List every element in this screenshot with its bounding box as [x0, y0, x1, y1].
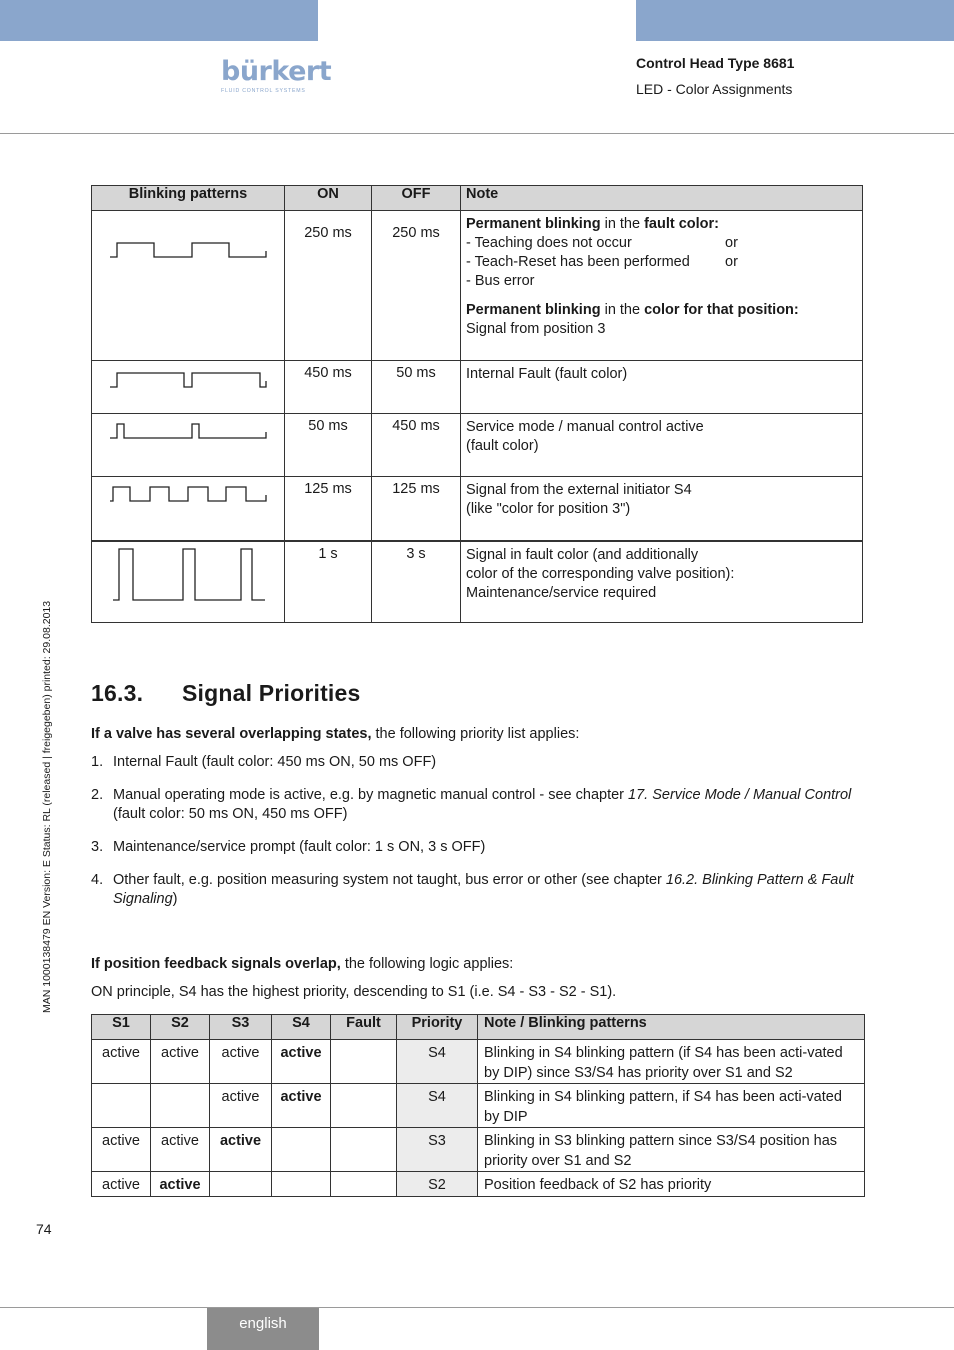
note-text: in the [600, 302, 645, 318]
principle-paragraph: ON principle, S4 has the highest priority, descending to S1 (i.e. S4 - S3 - S2 - S1). [91, 984, 617, 1000]
pattern-cell [92, 414, 285, 477]
note-line: Internal Fault (fault color) [466, 366, 628, 382]
on-cell: 1 s [285, 541, 372, 623]
list-text-part: Other fault, e.g. position measuring system not taught, bus error or other (see chapter [113, 872, 666, 888]
header-divider [0, 133, 954, 134]
list-text-part: (fault color: 50 ms ON, 450 ms OFF) [113, 806, 348, 822]
priority-cell: S4 [397, 1040, 478, 1084]
blink-pattern-250-250 [108, 235, 270, 275]
document-status-sidebar: MAN 1000138479 EN Version: E Status: RL (released | freigegeben) printed: 29.08.2013 [41, 600, 53, 1013]
table-header-row [92, 186, 863, 211]
col-header-note: Note / Blinking patterns [478, 1015, 865, 1040]
section-number: 16.3. [91, 680, 144, 706]
note-line: Service mode / manual control active [466, 419, 704, 435]
list-text: Maintenance/service prompt (fault color: 1 s ON, 3 s OFF) [113, 839, 486, 855]
note-text: in the [600, 216, 645, 232]
fault-cell [331, 1128, 397, 1172]
chapter-reference: 16.2. Blinking Pattern & Fault Signaling [113, 872, 854, 907]
list-text-part: ) [172, 891, 178, 907]
s4-cell [272, 1128, 331, 1172]
list-text [113, 871, 866, 909]
note-bold: color for that position: [644, 302, 799, 318]
col-header-priority: Priority [397, 1015, 478, 1040]
off-cell: 125 ms [372, 477, 461, 541]
table-row [92, 477, 863, 541]
s4-cell: active [272, 1084, 331, 1128]
list-number: 4. [91, 872, 104, 888]
col-header-note: Note [461, 186, 863, 211]
on-cell: 250 ms [285, 211, 372, 361]
table-row [92, 414, 863, 477]
blink-pattern-450-50 [108, 365, 270, 395]
pattern-cell [92, 541, 285, 623]
s4-cell: active [272, 1040, 331, 1084]
overlap-paragraph [91, 955, 513, 974]
note-bold: Permanent blinking [466, 216, 601, 232]
note-line: color of the corresponding valve position): [466, 565, 735, 582]
intro-text: the following priority list applies: [371, 726, 580, 742]
blink-pattern-50-450 [108, 416, 270, 446]
col-header-s4: S4 [272, 1015, 331, 1040]
priority-cell: S4 [397, 1084, 478, 1128]
note-cell: Position feedback of S2 has priority [478, 1172, 865, 1197]
pattern-cell [92, 211, 285, 361]
s1-cell: active [92, 1172, 151, 1197]
s2-cell: active [151, 1040, 210, 1084]
intro-bold: If a valve has several overlapping states, [91, 726, 372, 742]
note-line: - Teaching does not occur [466, 235, 632, 251]
col-header-on: ON [285, 186, 372, 211]
s3-cell: active [210, 1128, 272, 1172]
on-cell: 125 ms [285, 477, 372, 541]
list-item [91, 786, 866, 824]
list-number: 1. [91, 754, 104, 770]
s2-cell [151, 1084, 210, 1128]
pattern-cell [92, 361, 285, 414]
note-bold: fault color: [644, 216, 720, 232]
document-subtitle: LED - Color Assignments [636, 81, 793, 97]
page-number: 74 [36, 1221, 52, 1237]
on-cell: 50 ms [285, 414, 372, 477]
note-cell [461, 361, 863, 414]
header-bar-right [636, 0, 954, 41]
col-header-off: OFF [372, 186, 461, 211]
table-row [92, 1128, 865, 1172]
list-text-part: Manual operating mode is active, e.g. by magnetic manual control - see chapter [113, 787, 629, 803]
logo-tagline: FLUID CONTROL SYSTEMS [221, 88, 306, 94]
list-number: 2. [91, 787, 104, 803]
table-row [92, 1040, 865, 1084]
list-text: Internal Fault (fault color: 450 ms ON, 50 ms OFF) [113, 754, 437, 770]
s4-cell [272, 1172, 331, 1197]
blink-pattern-125-125 [108, 479, 270, 509]
burkert-logo [221, 56, 332, 94]
table-row [92, 1172, 865, 1197]
col-header-s2: S2 [151, 1015, 210, 1040]
col-header-pattern: Blinking patterns [92, 186, 285, 211]
blink-pattern-1s-3s [108, 546, 270, 606]
s3-cell: active [210, 1084, 272, 1128]
note-line: - Bus error [466, 273, 535, 289]
note-cell [461, 414, 863, 477]
header-bar-left [0, 0, 318, 41]
s1-cell: active [92, 1040, 151, 1084]
s2-cell: active [151, 1128, 210, 1172]
note-cell [461, 211, 863, 361]
table-row [92, 361, 863, 414]
blinking-patterns-table [91, 185, 863, 623]
table-row [92, 211, 863, 361]
off-cell: 3 s [372, 541, 461, 623]
note-cell: Blinking in S4 blinking pattern (if S4 has been acti-vated by DIP) since S3/S4 has priority over S1 and S2 [478, 1040, 865, 1084]
fault-cell [331, 1172, 397, 1197]
footer-divider [0, 1307, 954, 1308]
note-line: Maintenance/service required [466, 584, 657, 601]
table-row [92, 541, 863, 623]
off-cell: 250 ms [372, 211, 461, 361]
chapter-reference: 17. Service Mode / Manual Control [628, 787, 852, 803]
section-heading [91, 680, 361, 707]
on-cell: 450 ms [285, 361, 372, 414]
document-title: Control Head Type 8681 [636, 55, 795, 71]
col-header-s3: S3 [210, 1015, 272, 1040]
language-tab: english [207, 1308, 319, 1350]
note-line: Signal in fault color (and additionally [466, 546, 699, 563]
note-line: Signal from position 3 [466, 321, 606, 337]
col-header-s1: S1 [92, 1015, 151, 1040]
section-title: Signal Priorities [182, 680, 361, 706]
fault-cell [331, 1040, 397, 1084]
overlap-bold: If position feedback signals overlap, [91, 956, 341, 972]
fault-cell [331, 1084, 397, 1128]
col-header-fault: Fault [331, 1015, 397, 1040]
s1-cell: active [92, 1128, 151, 1172]
list-item [91, 753, 866, 772]
note-line: Signal from the external initiator S4 [466, 482, 692, 498]
table-header-row [92, 1015, 865, 1040]
priority-cell: S3 [397, 1128, 478, 1172]
s2-cell: active [151, 1172, 210, 1197]
logo-wordmark: bürkert [221, 56, 332, 87]
note-line: (like "color for position 3") [466, 501, 631, 517]
off-cell: 50 ms [372, 361, 461, 414]
note-cell [461, 541, 863, 623]
note-bold: Permanent blinking [466, 302, 601, 318]
intro-paragraph [91, 725, 579, 744]
s1-cell [92, 1084, 151, 1128]
pattern-cell [92, 477, 285, 541]
note-cell [461, 477, 863, 541]
table-row [92, 1084, 865, 1128]
signal-priority-table [91, 1014, 865, 1197]
s3-cell [210, 1172, 272, 1197]
note-cell: Blinking in S4 blinking pattern, if S4 has been acti-vated by DIP [478, 1084, 865, 1128]
s3-cell: active [210, 1040, 272, 1084]
note-cell: Blinking in S3 blinking pattern since S3/S4 position has priority over S1 and S2 [478, 1128, 865, 1172]
list-number: 3. [91, 839, 104, 855]
overlap-text: the following logic applies: [340, 956, 514, 972]
priority-cell: S2 [397, 1172, 478, 1197]
list-text [113, 786, 866, 824]
list-item [91, 871, 866, 909]
list-item [91, 838, 866, 857]
off-cell: 450 ms [372, 414, 461, 477]
note-line: - Teach-Reset has been performed [466, 254, 690, 270]
note-or: or [725, 254, 738, 270]
note-or: or [725, 235, 738, 251]
note-line: (fault color) [466, 438, 539, 454]
